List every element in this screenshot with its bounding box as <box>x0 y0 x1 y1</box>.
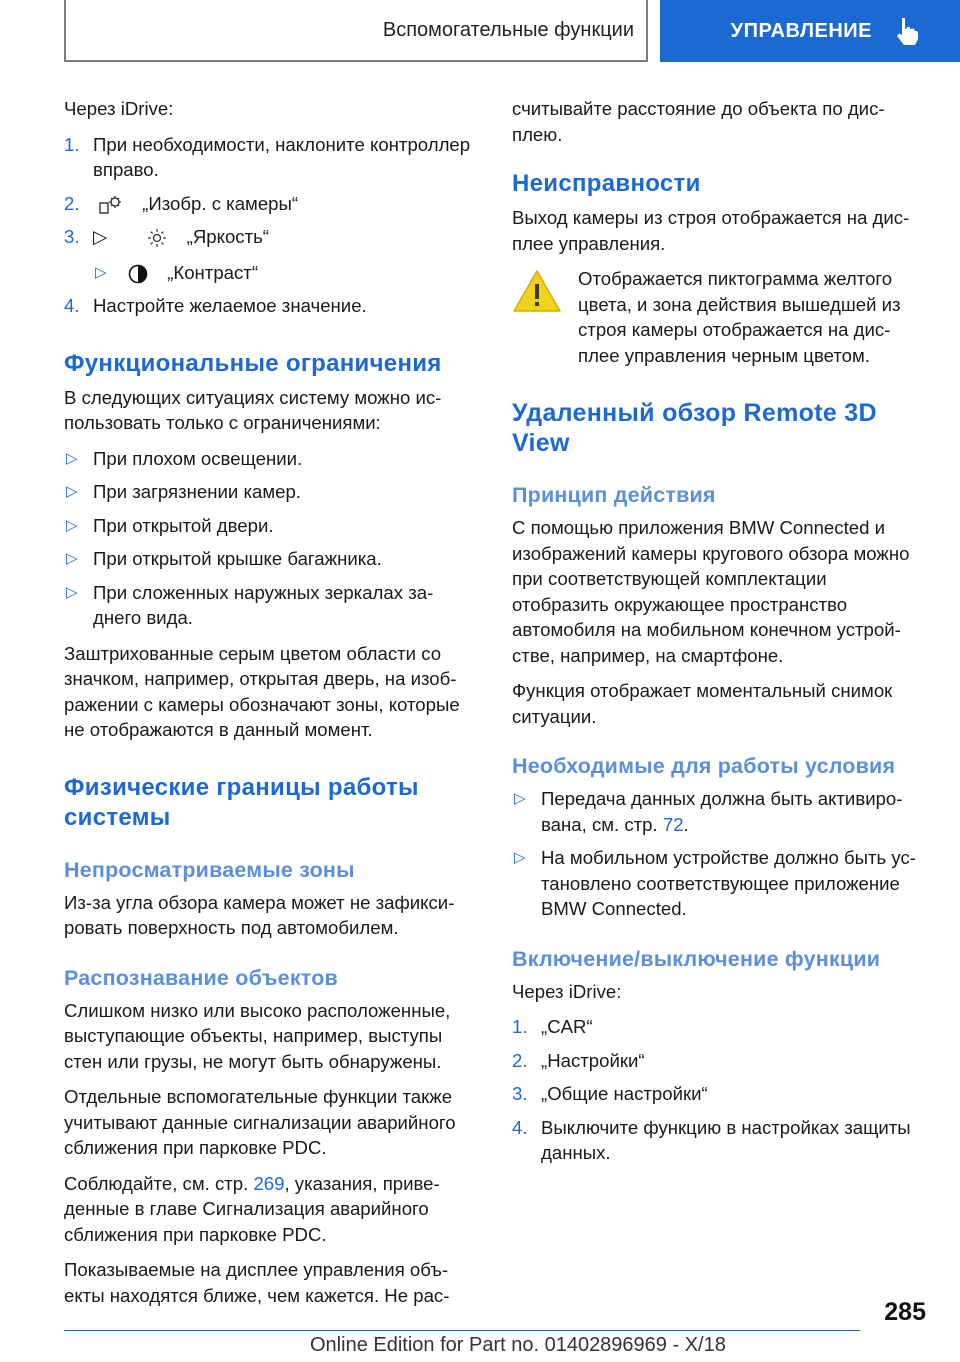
list-item: 3. „Общие настройки“ <box>512 1083 708 1104</box>
camera-steps <box>64 132 478 250</box>
header-chapter <box>660 0 960 62</box>
triangle-bullet-icon: ▷ <box>66 516 78 534</box>
footer-divider <box>64 1330 860 1331</box>
triangle-bullet-icon: ▷ <box>514 790 526 807</box>
principle-p1: С помощью приложения BMW Connected и изображений камеры кругового обзора можно при соответствующей комплектации отобразить окружающее пространство автомобиля на мобильном конечном устрой‐стве, например, на смартфоне. <box>512 517 910 666</box>
detect-p2: Отдельные вспомогательные функции также учитывают данные сигнализации аварийного сближения при парковке PDC. <box>64 1086 456 1158</box>
list-item: 2. „Настройки“ <box>512 1049 645 1071</box>
list-item: 3. ▷ „Яркость“ <box>64 226 269 247</box>
page-link-269[interactable]: 269 <box>253 1172 285 1194</box>
heading-physical-limits: Физические границы работы системы <box>64 773 419 831</box>
heading-conditions: Необходимые для работы условия <box>512 754 896 778</box>
section-title: Вспомогательные функции <box>382 18 634 41</box>
detect-p3: Соблюдайте, см. стр. 269, указания, приве‐денные в главе Сигнализация аварийного сближения при парковке PDC. <box>64 1172 440 1245</box>
conditions-list <box>512 786 926 922</box>
heading-principle: Принцип действия <box>512 483 716 507</box>
heading-on-off: Включение/выключение функции <box>512 946 881 971</box>
faults-warning-text: Отображается пиктограмма желтого цвета, и зона действия вышедшей из строя камеры отображается на дис‐плее управления черным цветом. <box>578 268 901 366</box>
onoff-intro: Через iDrive: <box>512 980 622 1002</box>
page-link-72[interactable]: 72 <box>662 813 684 835</box>
triangle-bullet-icon: ▷ <box>66 449 78 467</box>
triangle-bullet-icon: ▷ <box>93 226 108 247</box>
warning-triangle-icon <box>512 268 562 314</box>
warning-block <box>512 266 926 368</box>
brightness-icon <box>147 228 167 248</box>
list-item: ▷ „Контраст“ <box>64 260 478 286</box>
left-column <box>64 96 478 1318</box>
heading-faults: Неисправности <box>512 170 701 197</box>
heading-limitations: Функциональные ограничения <box>64 349 442 377</box>
limits-intro: В следующих ситуациях систему можно ис‐пользовать только с ограничениями: <box>64 386 442 433</box>
list-item: ▷ Передача данных должна быть активиро‐вана, см. стр. 72. <box>514 788 903 835</box>
list-item: 1. „CAR“ <box>512 1016 593 1037</box>
triangle-bullet-icon: ▷ <box>66 550 78 567</box>
list-item: ▷ На мобильном устройстве должно быть ус‐тановлено соответствующее приложение BMW Connected. <box>514 847 916 919</box>
blind-text: Из-за угла обзора камера может не зафикси‐ровать поверхность под автомобилем. <box>64 891 455 938</box>
continued-text: считывайте расстояние до объекта по дис‐плею. <box>512 98 885 145</box>
limits-list <box>64 446 478 631</box>
idrive-intro: Через iDrive: <box>64 98 174 119</box>
detect-p4: Показываемые на дисплее управления объ‐екты находятся ближе, чем кажется. Не рас‐ <box>64 1259 450 1306</box>
faults-p1: Выход камеры из строя отображается на дис‐плее управления. <box>512 207 910 254</box>
heading-remote-3d-view: Удаленный обзор Remote 3D View <box>512 399 877 457</box>
page-number: 285 <box>884 1298 926 1326</box>
hand-pointer-icon <box>894 16 920 46</box>
limits-note: Заштрихованные серым цветом области со значком, например, открытая дверь, на изоб‐ражении с камеры обозначают зоны, которые не отображаются в данный момент. <box>64 642 460 740</box>
triangle-bullet-icon: ▷ <box>95 263 107 281</box>
right-column <box>512 96 926 1176</box>
list-item: ▷ При открытой крышке багажника. <box>64 546 478 572</box>
header-section-title <box>64 0 648 62</box>
heading-blind-zones: Непросматриваемые зоны <box>64 857 355 882</box>
list-item: ▷ При открытой двери. <box>64 513 478 539</box>
contrast-icon <box>128 264 148 284</box>
triangle-bullet-icon: ▷ <box>514 849 526 866</box>
list-item: 4. Настройте желаемое значение. <box>64 295 367 316</box>
triangle-bullet-icon: ▷ <box>66 583 78 601</box>
onoff-steps <box>512 1014 926 1166</box>
triangle-bullet-icon: ▷ <box>66 483 78 500</box>
detect-p1: Слишком низко или высоко расположенные, выступающие объекты, например, выступы стен или грузы, не могут быть обнаружены. <box>64 999 451 1072</box>
list-item: ▷ При загрязнении камер. <box>64 479 478 505</box>
chapter-title: УПРАВЛЕНИЕ <box>730 19 872 42</box>
list-item: 2. „Изобр. с камеры“ <box>64 192 299 214</box>
heading-object-detection: Распознавание объектов <box>64 965 338 990</box>
list-item: 4. Выключите функцию в настройках защиты данных. <box>512 1116 911 1163</box>
principle-p2: Функция отображает моментальный снимок ситуации. <box>512 680 893 727</box>
footer-edition: Online Edition for Part no. 01402896969 - X/18 <box>310 1334 726 1356</box>
list-item: ▷ При плохом освещении. <box>64 446 478 472</box>
list-item: 1. При необходимости, наклоните контроллер вправо. <box>64 133 471 180</box>
list-item: ▷ При сложенных наружных зеркалах за‐днего вида. <box>66 581 434 628</box>
camera-image-icon <box>99 195 123 215</box>
